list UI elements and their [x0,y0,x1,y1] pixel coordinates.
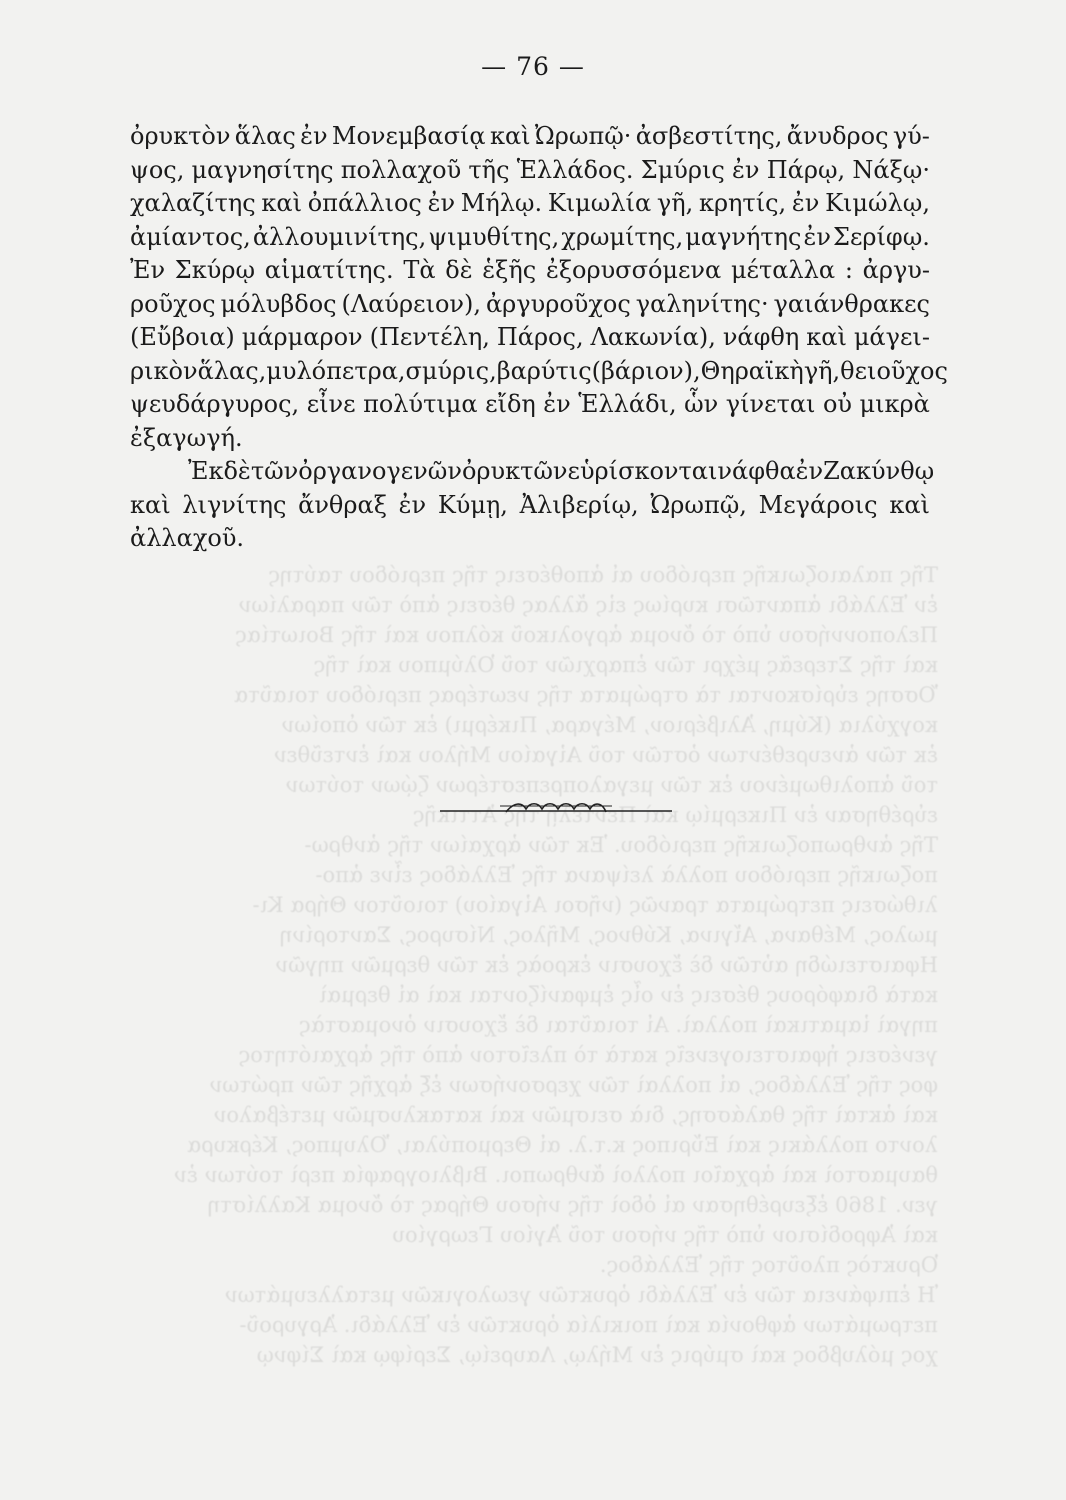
text-line-content: ρικὸν ἅλας, μυλόπετρα, σμύρις, βαρύτις (βάριον), Θηραϊκὴ γῆ, θειοῦχος [130,356,948,385]
text-line [130,187,930,221]
paragraph [130,120,948,455]
text-line [130,489,930,523]
text-line-content: ψος, μαγνησίτης πολλαχοῦ τῆς Ἑλλάδος. Σμύρις ἐν Πάρῳ, Νάξῳ· [130,155,930,184]
text-line [130,221,930,255]
text-line-content: Ἐκ δὲ τῶν ὀργανογενῶν ὀρυκτῶν εὑρίσκονται νάφθα ἐν Ζακύνθῳ [188,457,935,485]
text-line-content: καὶ λιγνίτης ἄνθραξ ἐν Κύμῃ, Ἀλιβερίῳ, Ὠρωπῷ, Μεγάροις καὶ [130,490,930,519]
text-line [130,288,930,322]
text-line [130,120,930,154]
text-line [130,422,930,456]
text-line-content: Ἐν Σκύρῳ αἱματίτης. Τὰ δὲ ἑξῆς ἐξορυσσόμενα μέταλλα : ἀργυ- [130,256,930,284]
text-line-content: ἀμίαντος, ἀλλουμινίτης, ψιμυθίτης, χρωμίτης, μαγνήτης ἐν Σερίφῳ. [130,222,930,251]
text-line-content: (Εὔβοια) μάρμαρον (Πεντέλη, Πάρος, Λακωνία), νάφθη καὶ μάγει- [130,323,930,351]
text-line [130,254,930,288]
text-line [130,154,930,188]
text-line [130,455,935,489]
page-number: — 76 — [481,52,585,81]
paragraph [130,455,935,556]
text-line-content: ψευδάργυρος, εἶνε πολύτιμα εἴδη ἐν Ἑλλάδι, ὧν γίνεται οὐ μικρὰ [130,390,930,418]
text-line-content: ἀλλαχοῦ. [130,524,245,552]
text-line [130,321,930,355]
text-line-content: ροῦχος μόλυβδος (Λαύρειον), ἀργυροῦχος γαληνίτης· γαιάνθρακες [130,289,930,318]
text-line-content: χαλαζίτης καὶ ὀπάλλιος ἐν Μήλῳ. Κιμωλία γῆ, κρητίς, ἐν Κιμώλῳ, [130,189,930,217]
text-line-content: ὀρυκτὸν ἅλας ἐν Μονεμβασίᾳ καὶ Ὠρωπῷ· ἀσβεστίτης, ἄνυδρος γύ- [130,122,930,150]
text-line [130,388,930,422]
text-line [130,355,948,389]
show-through-texture: Τῆς παλαιοζωικῆς περιόδου αἱ ἀποθέσεις τῆς περιόδου ταύτης ἐν Ἑλλάδι ἀπαντῶσι κυρίως εἰς ἄλλας θέσεις ἀπὸ τῶν παραλίων Πελοποννήσου ὑπὸ τὸ ὄνομα ἀργολικοῦ κόλπου καὶ τῆς Βοιωτίας καὶ τῆς Στερεᾶς μέχρι τῶν ἐπαρχιῶν τοῦ Ὀλύμπου καὶ τῆς Ὄσσης εὑρίσκονται τὰ στρώματα τῆς νεωτέρας περιόδου τοιαῦτα κογχύλια (Κύμη, Ἀλιβέριον, Μέγαρα, Πικέρμι) ἐκ τῶν ὁποίων ἐκ τῶν ἀνευρεθέντων ὀστῶν τοῦ Αἰγαίου Μήλου καὶ ἐντεῦθεν τοῦ ἀπολιθωμένου ἐκ τῶν μεγαλοπρεπεστέρων ζῴων τούτων εὑρέθησαν ἐν Πικερμίῳ καὶ Πεντέλῃ τῆς Ἀττικῆς Τῆς ἀνθρωποζωικῆς περιόδου. Ἐκ τῶν ἀρχαίων τῆς ἀνθρω- ποζωικῆς περιόδου πολλὰ λείψανα τῆς Ἑλλάδος εἶνε ἀπο- λιθώσεις πετρώματα τρανῶς (νῆσοι Αἰγαίου) τοιοῦτον Θήρα Κι- μωλος, Μέθανα, Αἴγινα, Κύθνος, Μῆλος, Νίσυρος, Σαντορίνη Ηφαιστειώδη αὐτῶν δὲ ἔχουσιν ἐκροὰς ἐκ τῶν θερμῶν πηγῶν κατὰ διαφόρους θέσεις ἐν οἷς ἐμφανίζονται καὶ αἱ θερμαὶ πηγαὶ ἰαματικαὶ πολλαὶ. Αἱ τοιαῦται δὲ ἔχουσιν ὀνομαστὰς γενέσεις ἡφαιστειογενεῖς κατὰ τὸ πλεῖστον ἀπὸ τῆς ἀρχαιότητος φος τῆς Ἑλλάδος, αἱ πολλαὶ τῶν χερσονήσων ἐξ ἀρχῆς τῶν πρώτων καὶ ἀκταὶ τῆς θαλάσσης, διὰ σεισμῶν καὶ κατακλυσμῶν μετέβαλον λοντο πολλάκις καὶ Εὔριπος κ.τ.λ. αἱ Θερμοπύλαι, Ὄλυμπος, Κέρκυρα θαυμαστοὶ καὶ ἀρχαῖοι πολλοὶ ἄνθρωποι. Βιβλιογραφία περὶ τούτων ἐν γεν. 1860 ἐξευρέθησαν αἱ ὁδοὶ τῆς νήσου Θήρας τὸ ὄνομα Καλλίστη καὶ Ἀφροδίσιον ὑπὸ τῆς νήσου τοῦ Ἀγίου Γεωργίου Ὀρυκτὸς πλοῦτος τῆς Ἑλλάδος. Ἡ ἐπιφάνεια τῶν ἐν Ἑλλάδι ὀρυκτῶν γεωλογικῶν μεταλλευμάτων πετρωμάτων ἀφθονία καὶ ποικιλία ὀρυκτῶν ἐν Ἑλλάδι. Ἀργυροῦ- χος μόλυβδος καὶ σμύρις ἐν Μήλῳ, Λαυρείῳ, Σερίφῳ καὶ Σίφνῳ [173,563,938,1367]
body-text [130,120,948,556]
text-line [130,522,930,556]
section-divider-ornament [440,800,672,816]
text-line-content: ἐξαγωγή. [130,423,243,452]
